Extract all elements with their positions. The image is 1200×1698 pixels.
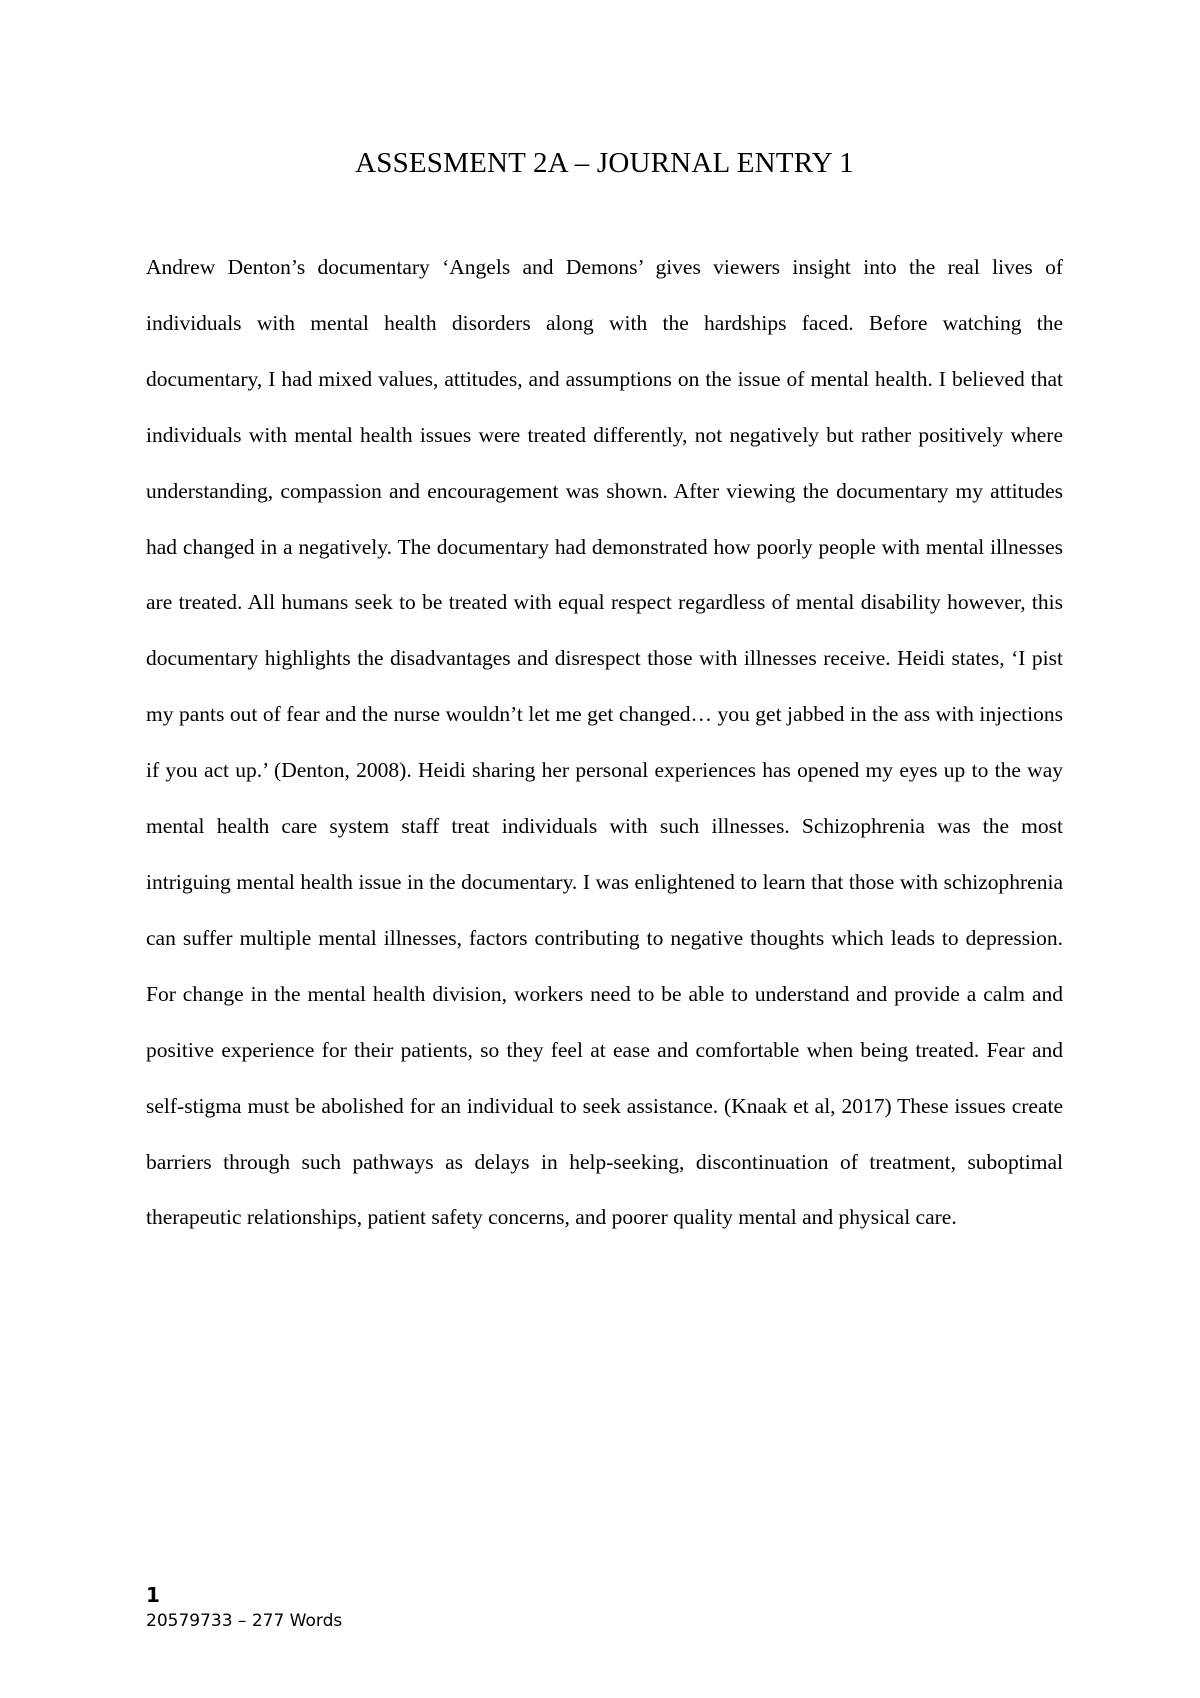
student-id-word-count: 20579733 – 277 Words <box>146 1611 343 1631</box>
journal-paragraph: Andrew Denton’s documentary ‘Angels and Demons’ gives viewers insight into the real lives of individuals with mental health disorders along with the hardships faced. Before watching the documentary, I had mixed values, attitudes, and assumptions on the issue of mental health. I believed that individuals with mental health issues were treated differently, not negatively but rather positively where understanding, compassion and encouragement was shown. After viewing the documentary my attitudes had changed in a negatively. The documentary had demonstrated how poorly people with mental illnesses are treated. All humans seek to be treated with equal respect regardless of mental disability however, this documentary highlights the disadvantages and disrespect those with illnesses receive. Heidi states, ‘I pist my pants out of fear and the nurse wouldn’t let me get changed… you get jabbed in the ass with injections if you act up.’ (Denton, 2008). Heidi sharing her personal experiences has opened my eyes up to the way mental health care system staff treat individuals with such illnesses. Schizophrenia was the most intriguing mental health issue in the documentary. I was enlightened to learn that those with schizophrenia can suffer multiple mental illnesses, factors contributing to negative thoughts which leads to depression. For change in the mental health division, workers need to be able to understand and provide a calm and positive experience for their patients, so they feel at ease and comfortable when being treated. Fear and self-stigma must be abolished for an individual to seek assistance. (Knaak et al, 2017) These issues create barriers through such pathways as delays in help-seeking, discontinuation of treatment, suboptimal therapeutic relationships, patient safety concerns, and poorer quality mental and physical care. <box>146 255 1063 1230</box>
page-footer <box>146 1582 342 1634</box>
page-number: 1 <box>146 1583 160 1607</box>
document-title: ASSESMENT 2A – JOURNAL ENTRY 1 <box>355 147 854 179</box>
